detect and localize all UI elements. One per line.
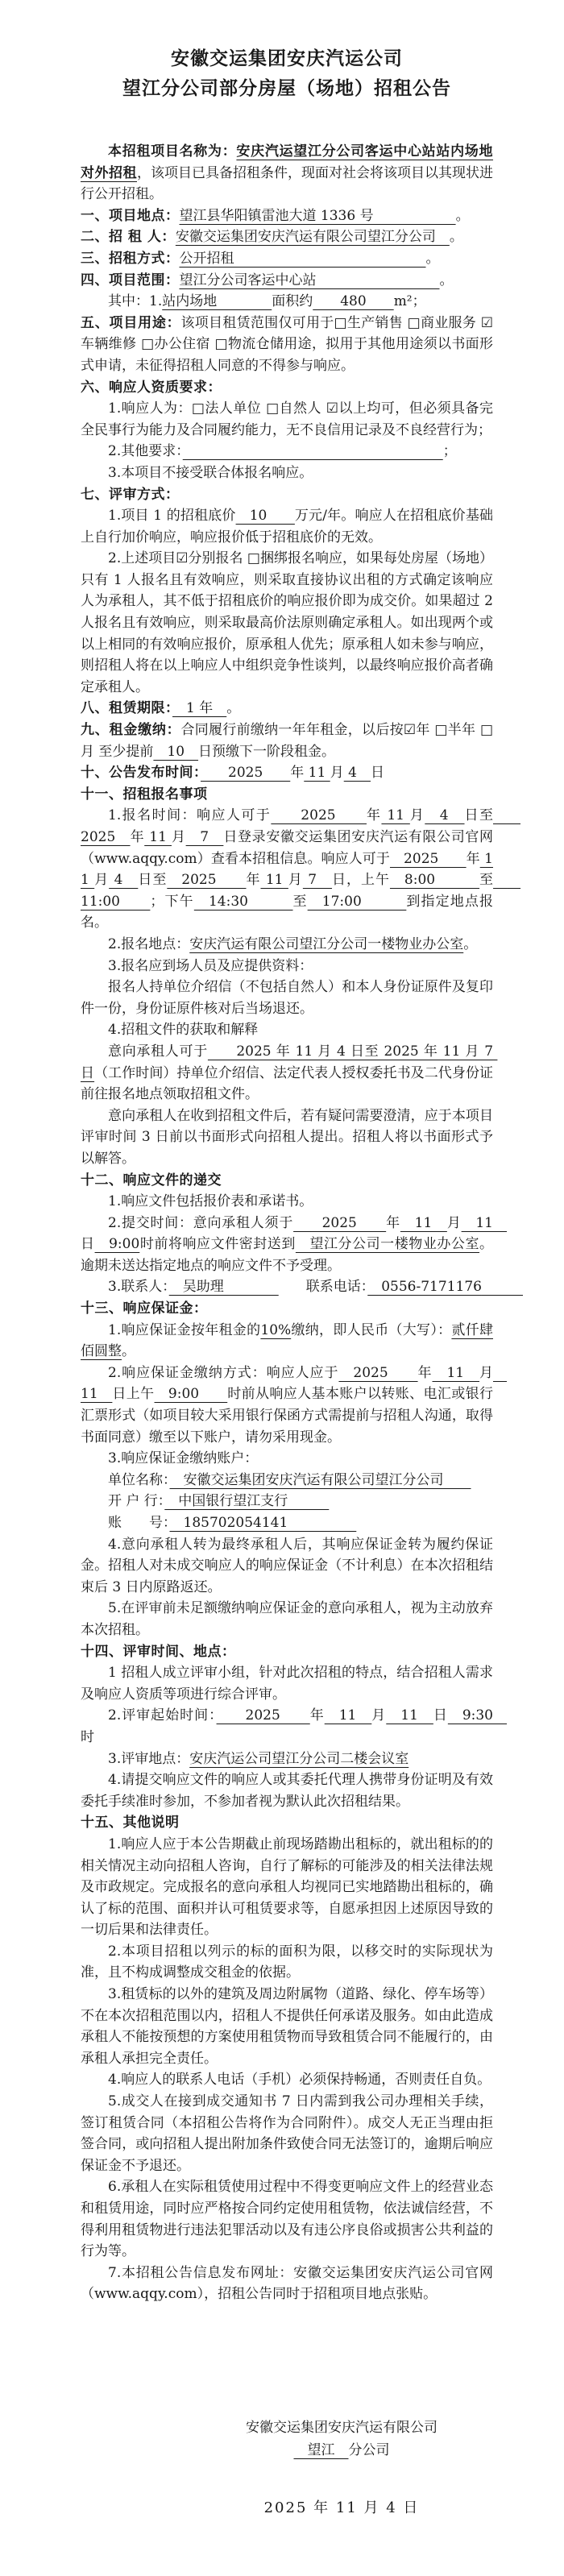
text-segment: 六、响应人资质要求： (81, 379, 222, 396)
signature-company: 安徽交运集团安庆汽运有限公司 (246, 2419, 438, 2436)
section-heading (81, 720, 493, 762)
filled-blank: 11 (81, 850, 493, 889)
filled-blank: 9:30 (447, 1707, 507, 1724)
text-segment: 2.报名地点： (108, 935, 190, 952)
filled-blank: 安徽交运集团安庆汽运有限公司望江分公司 (169, 1471, 471, 1488)
filled-blank: 公开招租 (179, 250, 426, 267)
text-segment: 4.招租文件的获取和解释 (108, 1022, 259, 1039)
text-segment: 万元/年。响应人在招租底价基础上自行加价响应，响应报价低于招租底价的无效。 (81, 508, 494, 545)
text-segment: 。 (425, 250, 440, 267)
filled-blank: 9:00 (94, 1236, 140, 1253)
text-segment: 十三、响应保证金： (81, 1300, 208, 1317)
text-segment: 四、项目范围： (81, 272, 180, 288)
text-segment: 日 (433, 1707, 448, 1724)
filled-blank: 11 (400, 1214, 447, 1231)
paragraph (81, 1748, 493, 1770)
section-heading (81, 313, 493, 377)
text-segment: ，该项目已具备招租条件，现面对社会将该项目以其现状进行公开招租。 (81, 164, 493, 203)
filled-blank: 2025 (293, 1214, 387, 1231)
section-heading (81, 1298, 493, 1320)
text-segment: 至 (479, 872, 494, 889)
section-heading (81, 698, 493, 720)
text-segment: 6.承租人在实际租赁使用过程中不得变更响应文件上的经营业态和租赁用途，同时应严格按合同约定使用租赁物，依法诚信经营，不得利用租赁物进行违法犯罪活动以及有违公序良俗或损害公共利益的行为等。 (81, 2179, 493, 2260)
text-segment: 单位名称： (108, 1471, 170, 1488)
paragraph (81, 1363, 507, 1448)
text-segment: 开 户 行： (108, 1493, 165, 1510)
text-segment: 十二、响应文件的递交 (81, 1172, 222, 1188)
paragraph (81, 1041, 498, 1105)
paragraph (81, 1769, 493, 1812)
paragraph (81, 2263, 493, 2305)
signature-date: 2025 年 11 月 4 日 (263, 2499, 420, 2516)
text-segment: 1.项目 1 的招租底价 (108, 508, 236, 525)
filled-blank: 8:00 (389, 872, 480, 889)
text-segment: 意向承租人在收到招租文件后，若有疑问需要澄清，应于本项目评审时间 3 日前以书面形式向招租人提出。招租人将以书面形式予以解答。 (81, 1107, 493, 1167)
text-segment: 年 (417, 1364, 433, 1381)
filled-blank: 中国银行望江支行 (164, 1493, 330, 1510)
text-segment: 。 (122, 1343, 135, 1360)
text-segment: 缴纳，即人民币（大写）： (291, 1321, 452, 1338)
text-segment: 5.成交人在接到成交通知书 7 日内需到我公司办理相关手续，签订租赁合同（本招租公告将作为合同附件）。成交人无正当理由拒签合同，或向招租人提出附加条件致使合同无法签订的，逾期后响应保证金不予退还。 (81, 2093, 493, 2174)
text-segment: 五、项目用途： (81, 314, 181, 331)
filled-blank: 2025 (81, 807, 520, 845)
filled-blank: 11 (324, 1707, 372, 1724)
paragraph (81, 505, 493, 548)
paragraph (81, 1941, 493, 1984)
text-segment: 月 (371, 1707, 387, 1724)
filled-blank: 11 (260, 872, 288, 889)
text-segment: 2.本项目招租以列示的标的面积为限，以移交时的实际现状为准，且不构成调整成交租金的依据。 (81, 1943, 493, 1981)
paragraph (81, 1320, 493, 1363)
text-segment: 日登录安徽交运集团安庆汽运有限公司官网（www.aqqy.com）查看本招租信息。响应人可于 (81, 829, 494, 867)
filled-blank: 11 (81, 1364, 507, 1403)
text-segment: 3.报名应到场人员及应提供资料： (108, 957, 313, 974)
text-segment: 2.其他要求： (108, 443, 183, 460)
text-segment: 年 (466, 850, 480, 867)
filled-blank: 望江分公司客运中心站 (179, 272, 440, 288)
text-segment: 4.意向承租人转为最终承租人后，其响应保证金转为履约保证金。招租人对未成交响应人的响应保证金（不计利息）在本次招租结束后 3 日内原路返还。 (81, 1536, 493, 1595)
text-segment: 时 (81, 1728, 94, 1745)
filled-blank: 安徽交运集团安庆汽运有限公司望江分公司 (175, 229, 450, 246)
paragraph (81, 1984, 493, 2069)
paragraph (81, 1534, 493, 1599)
filled-blank: 14:30 (193, 893, 293, 910)
paragraph (81, 1491, 493, 1512)
filled-blank: 11 (461, 1214, 507, 1231)
section-heading (81, 248, 493, 270)
signature-branch (221, 2439, 462, 2462)
text-segment: 月 (409, 807, 425, 824)
filled-blank (183, 443, 443, 459)
filled-blank: 2025 (167, 872, 247, 889)
text-segment: 2.提交时间：意向承租人须于 (108, 1214, 294, 1231)
text-segment: 日预缴下一阶段租金。 (198, 743, 336, 760)
section-heading (81, 484, 493, 506)
filled-blank: 7 (302, 872, 333, 889)
text-segment: 二、招 租 人： (81, 229, 176, 246)
paragraph (81, 291, 493, 313)
filled-blank: 望江分公司一楼物业办公室 (295, 1236, 480, 1253)
filled-blank: 17:00 (307, 893, 407, 910)
text-segment: 时前将响应文件密封送到 (139, 1236, 296, 1253)
paragraph (81, 1105, 493, 1170)
text-segment: 九、租金缴纳： (81, 722, 181, 739)
section-heading (81, 377, 493, 399)
text-segment: 报名人持单位介绍信（不包括自然人）和本人身份证原件及复印件一份，身份证原件核对后当场退还。 (81, 979, 493, 1017)
text-segment: 1 招租人成立评审小组，针对此次招租的特点，结合招租人需求及响应人资质等项进行综合评审。 (81, 1665, 493, 1703)
section-heading (81, 226, 493, 248)
text-segment: 日，上午 (332, 872, 390, 889)
text-segment: 月 (94, 872, 110, 889)
filled-blank: 4 (343, 765, 371, 782)
paragraph (81, 1276, 523, 1298)
paragraph (81, 977, 493, 1019)
paragraph (81, 1662, 493, 1705)
section-heading (81, 205, 493, 227)
text-segment: 其中：1. (108, 293, 163, 310)
paragraph (81, 398, 493, 441)
text-segment: 意向承租人可于 (108, 1043, 208, 1060)
filled-blank: 2025 (338, 1364, 418, 1381)
text-segment: 八、租赁期限： (81, 700, 172, 717)
text-segment: 4.请提交响应文件的响应人或其委托代理人携带身份证明及有效委托手续准时参加，不参加者视为默认此次招租结果。 (81, 1772, 493, 1810)
filled-blank: 7 (185, 829, 224, 845)
filled-blank: 11 (386, 1707, 433, 1724)
text-segment: 日上午 (112, 1386, 155, 1403)
text-segment: （工作时间）持单位介绍信、法定代表人授权委托书及二代身份证前往报名地点领取招租文件。 (81, 1064, 494, 1103)
document-title-line1: 安徽交运集团安庆汽运公司 (171, 48, 403, 69)
section-heading (81, 762, 493, 784)
text-segment: 3.联系人： (108, 1279, 169, 1296)
filled-blank: 11:00 (81, 872, 521, 910)
text-segment: 。 (463, 935, 478, 952)
text-segment: 三、招租方式： (81, 250, 180, 267)
paragraph (81, 2176, 493, 2262)
text-segment: 3.评审地点： (108, 1750, 190, 1767)
filled-blank: 480 (313, 293, 394, 310)
text-segment: 年 (309, 1707, 325, 1724)
section-heading (81, 1812, 493, 1834)
text-segment: 年 (386, 1214, 400, 1231)
section-heading (81, 270, 493, 292)
text-segment: 1.响应人应于本公告期截止前现场踏勘出租标的，就出租标的的相关情况主动向招租人咨询，自行了解标的可能涉及的相关法律法规及市政规定。完成报名的意向承租人均视同已实地踏勘出租标的，确认了标的范围、面积并认可租赁要求等，自愿承担因上述原因导致的一切后果和法律责任。 (81, 1836, 493, 1939)
text-segment: 2.响应保证金缴纳方式：响应人应于 (108, 1364, 339, 1381)
text-segment: 。 (449, 229, 463, 246)
text-segment: 3.响应保证金缴纳账户： (108, 1450, 259, 1467)
document-title-line2: 望江分公司部分房屋（场地）招租公告 (122, 78, 451, 99)
text-segment: 年 (290, 765, 305, 782)
text-segment: 十五、其他说明 (81, 1815, 180, 1831)
text-segment: 2.上述项目☑分别报名 □捆绑报名响应，如果每处房屋（场地）只有 1 人报名且有效响应，则采取直接协议出租的方式确定该响应人为承租人，其不低于招租底价的响应报价即为成交价。如果超过 2 人报名且有效响应，则采取最高价法原则确定承租人。如出现两个或以上相同的有效响应报价，原承租人优先；原承租人如未参与响应，则招租人将在以上响应人中组织竞争性谈判，以最终响应报价高者确定承租人。 (81, 550, 498, 695)
filled-blank: 2025 (201, 765, 291, 782)
text-segment: 。逾期未送达指定地点的响应文件不予受理。 (81, 1236, 494, 1274)
paragraph (81, 1470, 493, 1491)
filled-blank: 0556-7171176 (367, 1279, 523, 1296)
text-segment: 一、项目地点： (81, 207, 180, 224)
text-segment: 合同履行前缴纳一年年租金，以后按☑年 □半年 □月 至少提前 (81, 722, 494, 760)
filled-blank: 185702054141 (169, 1515, 357, 1531)
filled-blank: 9:00 (154, 1386, 228, 1403)
text-segment: 年 (130, 829, 145, 845)
text-segment: 7.本招租公告信息发布网址：安徽交运集团安庆汽运公司官网（www.aqqy.com），招租公告同时于招租项目地点张贴。 (81, 2264, 493, 2303)
paragraph (81, 1213, 507, 1277)
document-body (81, 141, 523, 2305)
section-heading (81, 1641, 493, 1663)
filled-blank: 10% (260, 1321, 292, 1338)
filled-blank: 2025 (216, 1707, 310, 1724)
text-segment: 十一、招租报名事项 (81, 786, 208, 803)
filled-blank: 10 (235, 508, 295, 525)
signature-block (221, 2416, 462, 2520)
filled-blank: 望江县华阳镇雷池大道 1336 号 (179, 207, 456, 224)
paragraph (81, 1705, 507, 1748)
filled-blank: 11 (381, 807, 410, 824)
text-segment: 4.响应人的联系人电话（手机）必须保持畅通，否则责任自负。 (108, 2072, 491, 2089)
text-segment: 。 (226, 700, 241, 717)
filled-blank: 贰仟肆佰圆整 (81, 1321, 493, 1360)
text-segment: 月 (288, 872, 303, 889)
text-segment: 该项目租赁范围仅可用于□生产销售 □商业服务 ☑车辆维修 □办公住宿 □物流仓储用途，拟用于其他用途须以书面形式申请，未征得招租人同意的不得参与响应。 (81, 314, 494, 374)
text-segment: 3.本项目不接受联合体报名响应。 (108, 464, 313, 481)
text-segment: 账 号： (108, 1515, 170, 1531)
paragraph (81, 2091, 493, 2176)
paragraph (81, 441, 493, 463)
text-segment: 日至 (464, 807, 493, 824)
text-segment: 日 (81, 1236, 95, 1253)
filled-blank: 2025 (271, 807, 367, 824)
text-segment: 至 (292, 893, 308, 910)
text-segment: 年 (246, 872, 261, 889)
filled-blank: 4 (425, 807, 465, 824)
text-segment: 1.报名时间：响应人可于 (108, 807, 272, 824)
paragraph (81, 1598, 493, 1641)
filled-blank: 2025 年 11 月 4 日至 2025 年 11 月 7 日 (81, 1043, 498, 1081)
filled-blank: 安庆汽运望江分公司客运中心站站内场地对外招租 (81, 143, 494, 181)
signature-branch-suffix: 分公司 (348, 2441, 390, 2458)
filled-blank: 11 (144, 829, 172, 845)
filled-blank: 4 (109, 872, 139, 889)
section-heading (81, 784, 493, 806)
section-heading (81, 1170, 493, 1192)
paragraph (81, 956, 493, 977)
text-segment: 联系电话： (278, 1279, 368, 1296)
text-segment: ； (442, 443, 457, 460)
paragraph (81, 1834, 493, 1941)
text-segment: 日 (370, 765, 384, 782)
text-segment: 时前从响应人基本账户以转账、电汇或银行汇票形式（如项目较大采用银行保函方式需提前与招租人沟通，取得书面同意）缴至以下账户，请勿采用现金。 (81, 1386, 493, 1446)
text-segment: 1.响应文件包括报价表和承诺书。 (108, 1193, 313, 1210)
text-segment: 1.响应人为：□法人单位 □自然人 ☑以上均可，但必须具备完全民事行为能力及合同履约能力，无不良信用记录及不良经营行为； (81, 400, 493, 438)
text-segment: 月 (446, 1214, 462, 1231)
filled-blank: 1 年 (172, 700, 227, 717)
paragraph (81, 934, 493, 956)
text-segment: 面积约 (272, 293, 313, 310)
signature-branch-name: 望江 (293, 2441, 349, 2458)
paragraph (81, 463, 493, 484)
text-segment: 十、公告发布时间： (81, 765, 201, 782)
paragraph (81, 1512, 493, 1534)
text-segment: 到指定地点报名。 (81, 893, 494, 931)
text-segment: 。 (455, 207, 470, 224)
text-segment: 十四、评审时间、地点： (81, 1643, 236, 1660)
paragraph (81, 1019, 493, 1041)
text-segment: 3.租赁标的以外的建筑及周边附属物（道路、绿化、停车场等）不在本次招租范围以内，招租人不提供任何承诺及服务。如由此造成承租人不能按预想的方案使用租赁物而导致租赁合同不能履行的，由承租人承担完全责任。 (81, 1986, 493, 2067)
filled-blank: 吴助理 (168, 1279, 279, 1296)
filled-blank: 站内场地 (162, 293, 272, 310)
text-segment: m²； (393, 293, 426, 310)
text-segment: 5.在评审前未足额缴纳响应保证金的意向承租人，视为主动放弃本次招租。 (81, 1600, 493, 1638)
text-segment: 本招租项目名称为： (108, 143, 237, 160)
paragraph (81, 2069, 493, 2091)
text-segment: 1.响应保证金按年租金的 (108, 1321, 261, 1338)
text-segment: 2.评审起始时间： (108, 1707, 217, 1724)
text-segment: ；下午 (150, 893, 194, 910)
text-segment: 年 (366, 807, 382, 824)
text-segment: 月 (479, 1364, 493, 1381)
filled-blank: 安庆汽运公司望江分公司二楼会议室 (189, 1750, 409, 1767)
text-segment: 七、评审方式： (81, 486, 180, 503)
paragraph (81, 1448, 493, 1470)
paragraph (81, 805, 521, 934)
text-segment: 月 (171, 829, 186, 845)
filled-blank: 2025 (389, 850, 467, 867)
document-title (81, 44, 493, 104)
filled-blank: 11 (304, 765, 330, 782)
text-segment: 日至 (138, 872, 168, 889)
paragraph (81, 548, 498, 698)
filled-blank: 安庆汽运有限公司望江分公司一楼物业办公室 (189, 935, 464, 952)
paragraph (81, 141, 493, 205)
filled-blank: 11 (432, 1364, 479, 1381)
paragraph (81, 1191, 493, 1213)
text-segment: 月 (330, 765, 344, 782)
filled-blank: 10 (153, 743, 199, 760)
text-segment: 。 (439, 272, 454, 288)
